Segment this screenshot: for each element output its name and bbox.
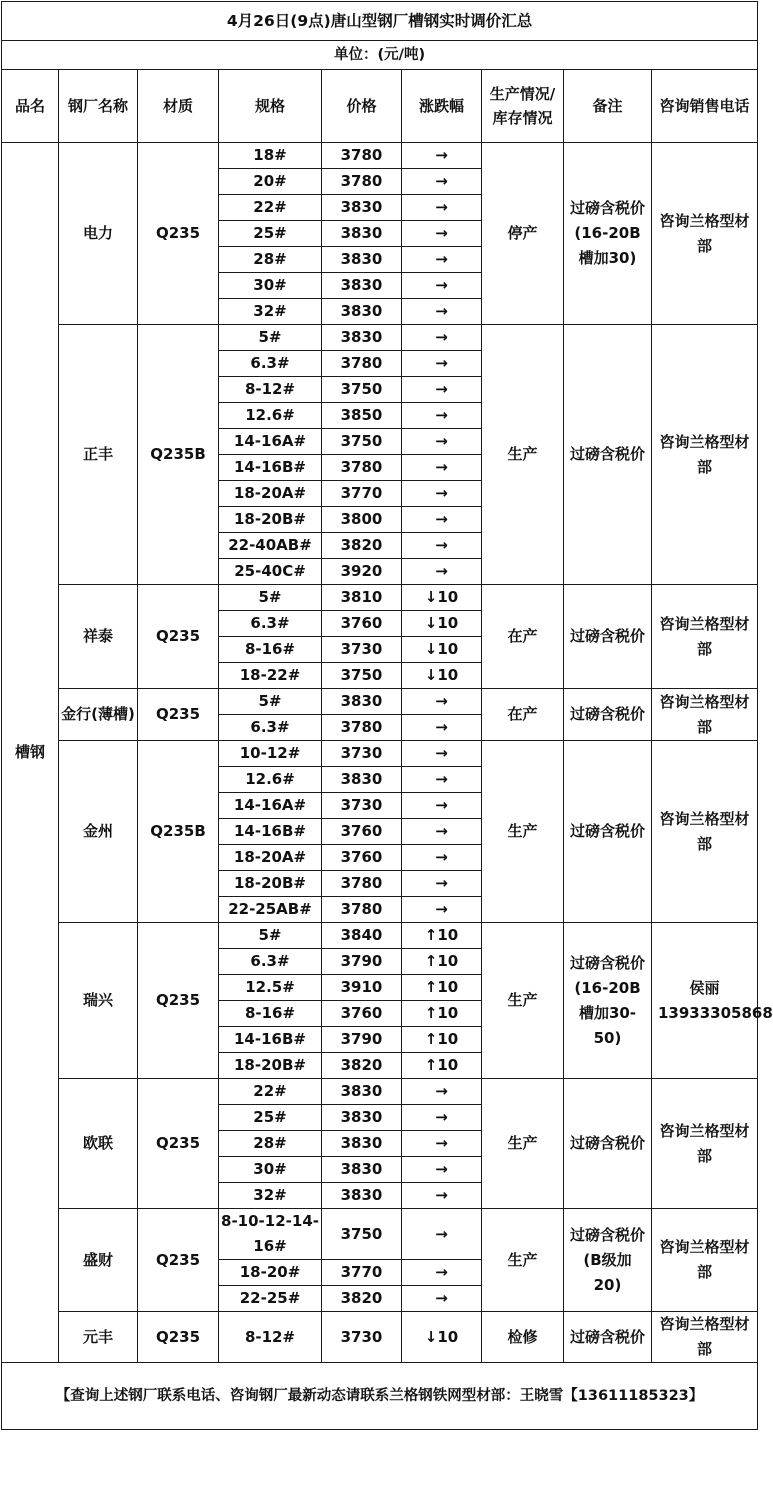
change: → — [402, 1183, 482, 1209]
mill-name: 祥泰 — [59, 585, 138, 689]
production-status: 生产 — [482, 325, 564, 585]
price: 3750 — [322, 663, 402, 689]
price: 3820 — [322, 1286, 402, 1312]
spec: 5# — [219, 325, 322, 351]
spec: 5# — [219, 689, 322, 715]
table-row — [2, 923, 758, 949]
change: → — [402, 1157, 482, 1183]
note: 过磅含税价(B级加20) — [564, 1209, 652, 1312]
price: 3820 — [322, 1053, 402, 1079]
price: 3840 — [322, 923, 402, 949]
change: → — [402, 1079, 482, 1105]
sales-contact: 咨询兰格型材部 — [652, 325, 758, 585]
material: Q235 — [138, 1079, 219, 1209]
mill-name: 金行(薄槽) — [59, 689, 138, 741]
note: 过磅含税价 — [564, 741, 652, 923]
sales-contact: 咨询兰格型材部 — [652, 1079, 758, 1209]
header-note: 备注 — [564, 70, 652, 143]
note: 过磅含税价 — [564, 1312, 652, 1363]
spec: 8-16# — [219, 637, 322, 663]
price: 3830 — [322, 1183, 402, 1209]
price: 3780 — [322, 351, 402, 377]
material: Q235 — [138, 585, 219, 689]
change: → — [402, 871, 482, 897]
price: 3830 — [322, 273, 402, 299]
change: → — [402, 429, 482, 455]
price: 3910 — [322, 975, 402, 1001]
price: 3810 — [322, 585, 402, 611]
price: 3780 — [322, 871, 402, 897]
price: 3780 — [322, 897, 402, 923]
change: → — [402, 299, 482, 325]
price-table — [1, 1, 773, 1430]
material: Q235 — [138, 689, 219, 741]
table-row — [2, 1209, 758, 1260]
price: 3920 — [322, 559, 402, 585]
change: → — [402, 767, 482, 793]
spec: 8-12# — [219, 1312, 322, 1363]
price: 3780 — [322, 455, 402, 481]
price: 3730 — [322, 793, 402, 819]
price: 3760 — [322, 845, 402, 871]
change: ↑10 — [402, 1027, 482, 1053]
change: ↓10 — [402, 585, 482, 611]
sales-contact: 咨询兰格型材部 — [652, 143, 758, 325]
table-row — [2, 689, 758, 715]
change: → — [402, 1105, 482, 1131]
spec: 32# — [219, 299, 322, 325]
price: 3790 — [322, 949, 402, 975]
spec: 18-20# — [219, 1260, 322, 1286]
price: 3800 — [322, 507, 402, 533]
price: 3830 — [322, 689, 402, 715]
price: 3760 — [322, 819, 402, 845]
mill-name: 金州 — [59, 741, 138, 923]
material: Q235 — [138, 143, 219, 325]
material: Q235 — [138, 1312, 219, 1363]
mill-name: 盛财 — [59, 1209, 138, 1312]
price: 3820 — [322, 533, 402, 559]
spec: 5# — [219, 923, 322, 949]
change: → — [402, 377, 482, 403]
spec: 18-20B# — [219, 871, 322, 897]
change: → — [402, 221, 482, 247]
spec: 5# — [219, 585, 322, 611]
spec: 18-20A# — [219, 845, 322, 871]
spec: 14-16B# — [219, 1027, 322, 1053]
production-status: 停产 — [482, 143, 564, 325]
change: ↑10 — [402, 949, 482, 975]
price: 3830 — [322, 1131, 402, 1157]
spec: 14-16A# — [219, 793, 322, 819]
price: 3830 — [322, 325, 402, 351]
sales-contact: 咨询兰格型材部 — [652, 1209, 758, 1312]
price: 3790 — [322, 1027, 402, 1053]
spec: 22# — [219, 195, 322, 221]
change: → — [402, 247, 482, 273]
spec: 28# — [219, 247, 322, 273]
spec: 18# — [219, 143, 322, 169]
sales-contact: 咨询兰格型材部 — [652, 741, 758, 923]
spec: 25# — [219, 1105, 322, 1131]
change: → — [402, 169, 482, 195]
change: ↓10 — [402, 1312, 482, 1363]
spec: 6.3# — [219, 351, 322, 377]
header-spec: 规格 — [219, 70, 322, 143]
change: → — [402, 1131, 482, 1157]
price: 3830 — [322, 1105, 402, 1131]
header-contact: 咨询销售电话 — [652, 70, 758, 143]
header-material: 材质 — [138, 70, 219, 143]
change: → — [402, 793, 482, 819]
price: 3830 — [322, 299, 402, 325]
price: 3830 — [322, 1079, 402, 1105]
price: 3780 — [322, 143, 402, 169]
spec: 10-12# — [219, 741, 322, 767]
production-status: 生产 — [482, 741, 564, 923]
change: → — [402, 845, 482, 871]
production-status: 检修 — [482, 1312, 564, 1363]
change: → — [402, 715, 482, 741]
price: 3730 — [322, 1312, 402, 1363]
note: 过磅含税价 — [564, 689, 652, 741]
spec: 18-22# — [219, 663, 322, 689]
footer-contact-note: 【查询上述钢厂联系电话、咨询钢厂最新动态请联系兰格钢铁网型材部：王晓雪【13611185323】 — [2, 1363, 758, 1430]
material: Q235 — [138, 923, 219, 1079]
price: 3780 — [322, 169, 402, 195]
header-price: 价格 — [322, 70, 402, 143]
spec: 30# — [219, 273, 322, 299]
production-status: 生产 — [482, 1079, 564, 1209]
price: 3770 — [322, 481, 402, 507]
table-row — [2, 585, 758, 611]
spec: 18-20B# — [219, 507, 322, 533]
price: 3730 — [322, 741, 402, 767]
material: Q235 — [138, 1209, 219, 1312]
spec: 6.3# — [219, 715, 322, 741]
spec: 22# — [219, 1079, 322, 1105]
note: 过磅含税价 — [564, 1079, 652, 1209]
table-row — [2, 143, 758, 169]
price: 3830 — [322, 1157, 402, 1183]
price: 3830 — [322, 221, 402, 247]
mill-name: 电力 — [59, 143, 138, 325]
change: ↓10 — [402, 637, 482, 663]
unit-label: 单位：(元/吨) — [2, 41, 758, 70]
production-status: 在产 — [482, 585, 564, 689]
table-row — [2, 1312, 758, 1363]
header-status: 生产情况/库存情况 — [482, 70, 564, 143]
change: ↓10 — [402, 611, 482, 637]
spec: 14-16A# — [219, 429, 322, 455]
mill-name: 正丰 — [59, 325, 138, 585]
price: 3730 — [322, 637, 402, 663]
price: 3760 — [322, 611, 402, 637]
price: 3750 — [322, 1209, 402, 1260]
change: → — [402, 195, 482, 221]
change: → — [402, 741, 482, 767]
spec: 22-25AB# — [219, 897, 322, 923]
change: → — [402, 351, 482, 377]
production-status: 生产 — [482, 1209, 564, 1312]
change: ↑10 — [402, 1001, 482, 1027]
production-status: 生产 — [482, 923, 564, 1079]
change: → — [402, 455, 482, 481]
sales-contact: 咨询兰格型材部 — [652, 1312, 758, 1363]
change: ↑10 — [402, 923, 482, 949]
price: 3830 — [322, 247, 402, 273]
price: 3780 — [322, 715, 402, 741]
spec: 25-40C# — [219, 559, 322, 585]
note: 过磅含税价(16-20B槽加30) — [564, 143, 652, 325]
price: 3830 — [322, 195, 402, 221]
mill-name: 元丰 — [59, 1312, 138, 1363]
material: Q235B — [138, 741, 219, 923]
spec: 8-12# — [219, 377, 322, 403]
spec: 22-25# — [219, 1286, 322, 1312]
note: 过磅含税价(16-20B槽加30-50) — [564, 923, 652, 1079]
sales-contact: 侯丽13933305868 — [652, 923, 758, 1079]
header-product: 品名 — [2, 70, 59, 143]
mill-name: 欧联 — [59, 1079, 138, 1209]
note: 过磅含税价 — [564, 325, 652, 585]
change: → — [402, 897, 482, 923]
spec: 30# — [219, 1157, 322, 1183]
header-change: 涨跌幅 — [402, 70, 482, 143]
spec: 6.3# — [219, 949, 322, 975]
change: → — [402, 533, 482, 559]
mill-name: 瑞兴 — [59, 923, 138, 1079]
spec: 12.5# — [219, 975, 322, 1001]
price: 3850 — [322, 403, 402, 429]
price: 3750 — [322, 377, 402, 403]
spec: 6.3# — [219, 611, 322, 637]
change: → — [402, 1260, 482, 1286]
change: → — [402, 1209, 482, 1260]
production-status: 在产 — [482, 689, 564, 741]
note: 过磅含税价 — [564, 585, 652, 689]
table-row — [2, 741, 758, 767]
product-name: 槽钢 — [2, 143, 59, 1363]
spec: 32# — [219, 1183, 322, 1209]
page-title: 4月26日(9点)唐山型钢厂槽钢实时调价汇总 — [2, 2, 758, 41]
material: Q235B — [138, 325, 219, 585]
change: → — [402, 819, 482, 845]
spec: 12.6# — [219, 767, 322, 793]
price: 3760 — [322, 1001, 402, 1027]
change: ↑10 — [402, 1053, 482, 1079]
spec: 14-16B# — [219, 455, 322, 481]
change: → — [402, 507, 482, 533]
spec: 8-10-12-14-16# — [219, 1209, 322, 1260]
price: 3830 — [322, 767, 402, 793]
spec: 14-16B# — [219, 819, 322, 845]
change: → — [402, 143, 482, 169]
price: 3770 — [322, 1260, 402, 1286]
table-row — [2, 325, 758, 351]
spec: 20# — [219, 169, 322, 195]
spec: 18-20A# — [219, 481, 322, 507]
price: 3750 — [322, 429, 402, 455]
sales-contact: 咨询兰格型材部 — [652, 689, 758, 741]
change: → — [402, 559, 482, 585]
header-mill: 钢厂名称 — [59, 70, 138, 143]
spec: 12.6# — [219, 403, 322, 429]
change: → — [402, 325, 482, 351]
spec: 22-40AB# — [219, 533, 322, 559]
change: → — [402, 689, 482, 715]
change: ↑10 — [402, 975, 482, 1001]
change: → — [402, 403, 482, 429]
table-row — [2, 1079, 758, 1105]
change: → — [402, 273, 482, 299]
spec: 28# — [219, 1131, 322, 1157]
change: → — [402, 1286, 482, 1312]
change: ↓10 — [402, 663, 482, 689]
spec: 25# — [219, 221, 322, 247]
sales-contact: 咨询兰格型材部 — [652, 585, 758, 689]
spec: 18-20B# — [219, 1053, 322, 1079]
spec: 8-16# — [219, 1001, 322, 1027]
change: → — [402, 481, 482, 507]
